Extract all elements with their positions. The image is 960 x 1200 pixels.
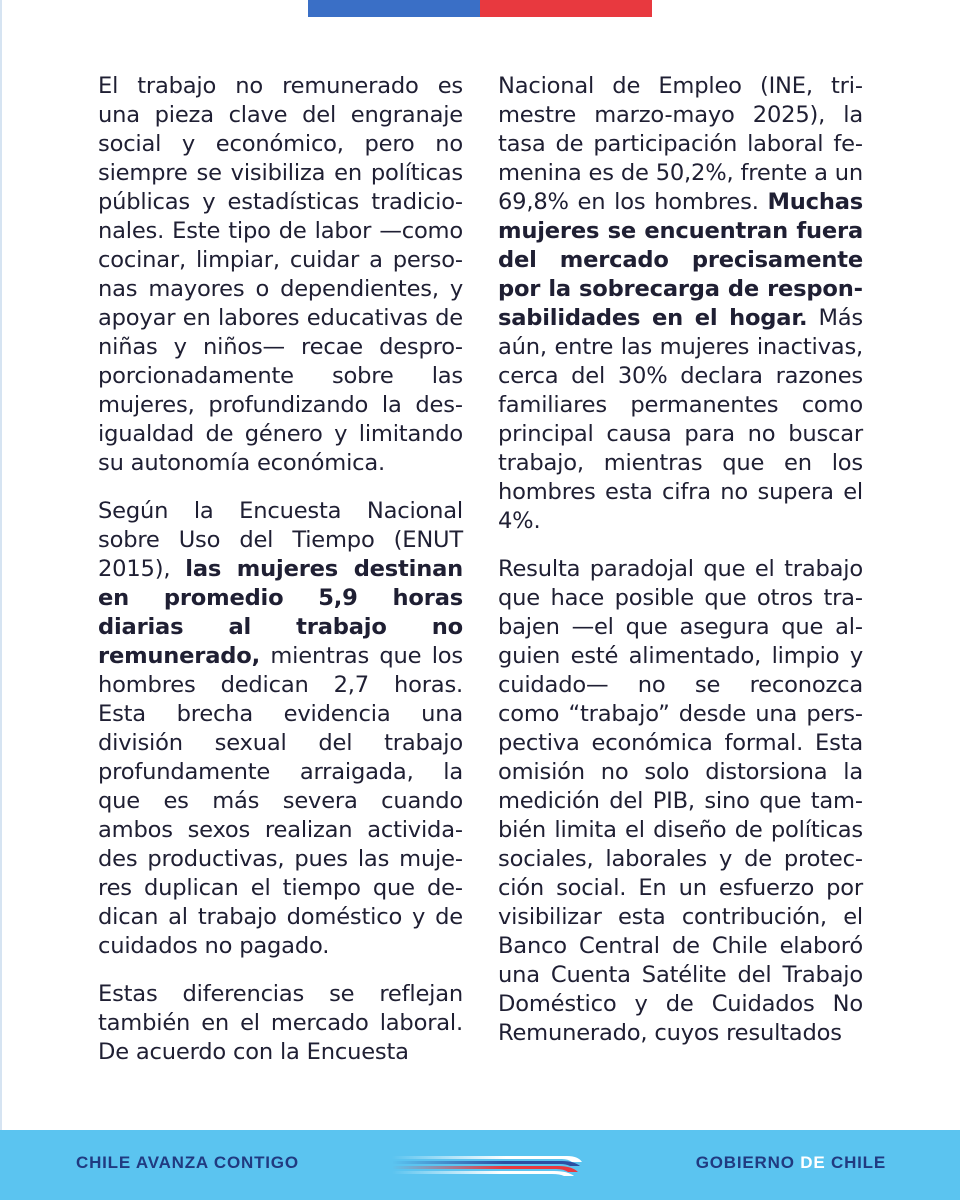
paragraph-ine-survey	[498, 72, 863, 536]
left-border-rule	[0, 0, 2, 1130]
enut-text-end: mientras que los hombres dedican 2,7 horas. Esta brecha evidencia una división sexual del trabajo profundamente arraigada, la que es más severa cuando ambos sexos realizan actividades productivas, pues las mujeres duplican el tiempo que dedican al trabajo doméstico y de cuidados no pagado.	[98, 643, 463, 959]
paragraph-labor-market-start: Estas diferencias se reflejan también en el mercado laboral. De acuerdo con la Encuesta	[98, 981, 463, 1065]
stripe-white-lower	[392, 1171, 574, 1176]
slogan-word-chile: CHILE	[76, 1153, 136, 1172]
footer-bar	[0, 1130, 960, 1200]
footer-government-label	[696, 1153, 886, 1173]
paragraph-unpaid-work-intro: El trabajo no remunerado es una pieza clave del engranaje social y económico, pero no siempre se visibiliza en políticas públicas y estadísticas tradicionales. Este tipo de labor —como cocinar, limpiar, cuidar a personas mayores o dependientes, y apoyar en labores educativas de niñas y niños— recae desproporcionadamente sobre las mujeres, profundizando la desigualdad de género y limitando su autonomía económica.	[98, 73, 463, 476]
slogan-word-avanza: AVANZA	[135, 1153, 209, 1172]
footer-slogan	[76, 1153, 299, 1173]
paragraph-enut-survey	[98, 497, 463, 961]
slogan-word-contigo: CONTIGO	[208, 1153, 299, 1172]
top-bar-red-segment	[480, 0, 652, 17]
chile-flag-stripes-icon	[392, 1152, 586, 1178]
top-flag-bar	[308, 0, 652, 17]
right-text-column	[498, 72, 863, 1067]
gov-word-chile: CHILE	[831, 1153, 886, 1172]
gov-word-de: DE	[794, 1153, 831, 1172]
enut-highlight: las mujeres destinan en promedio 5,9 horas diarias al trabajo no remunerado,	[98, 556, 464, 669]
enut-text-start: Según la Encuesta Nacional sobre Uso del Tiempo (ENUT 2015),	[98, 498, 463, 582]
top-bar-blue-segment	[308, 0, 480, 17]
stripe-blue	[392, 1161, 580, 1166]
gov-word-gobierno: GOBIERNO	[695, 1153, 795, 1172]
ine-text-end: Más aún, entre las mujeres inactivas, cerca del 30% declara razones familiares permanentes como principal causa para no buscar trabajo, mientras que en los hombres esta cifra no supera el 4%.	[498, 305, 863, 534]
ine-text-start: Nacional de Empleo (INE, trimestre marzo-mayo 2025), la tasa de participación laboral femenina es de 50,2%, frente a un 69,8% en los hombres.	[498, 73, 863, 215]
ine-highlight: Muchas mujeres se encuentran fuera del mercado precisamente por la sobrecarga de responsabilidades en el hogar.	[498, 189, 863, 331]
left-text-column	[98, 72, 463, 1086]
paragraph-satellite-account: Resulta paradojal que el trabajo que hace posible que otros trabajen —el que asegura que alguien esté alimentado, limpio y cuidado— no se reconozca como “trabajo” desde una perspectiva económica formal. Esta omisión no solo distorsiona la medición del PIB, sino que también limita el diseño de políticas sociales, laborales y de protección social. En un esfuerzo por visibilizar esta contribución, el Banco Central de Chile elaboró una Cuenta Satélite del Trabajo Doméstico y de Cuidados No Remunerado, cuyos resultados	[498, 556, 863, 1046]
